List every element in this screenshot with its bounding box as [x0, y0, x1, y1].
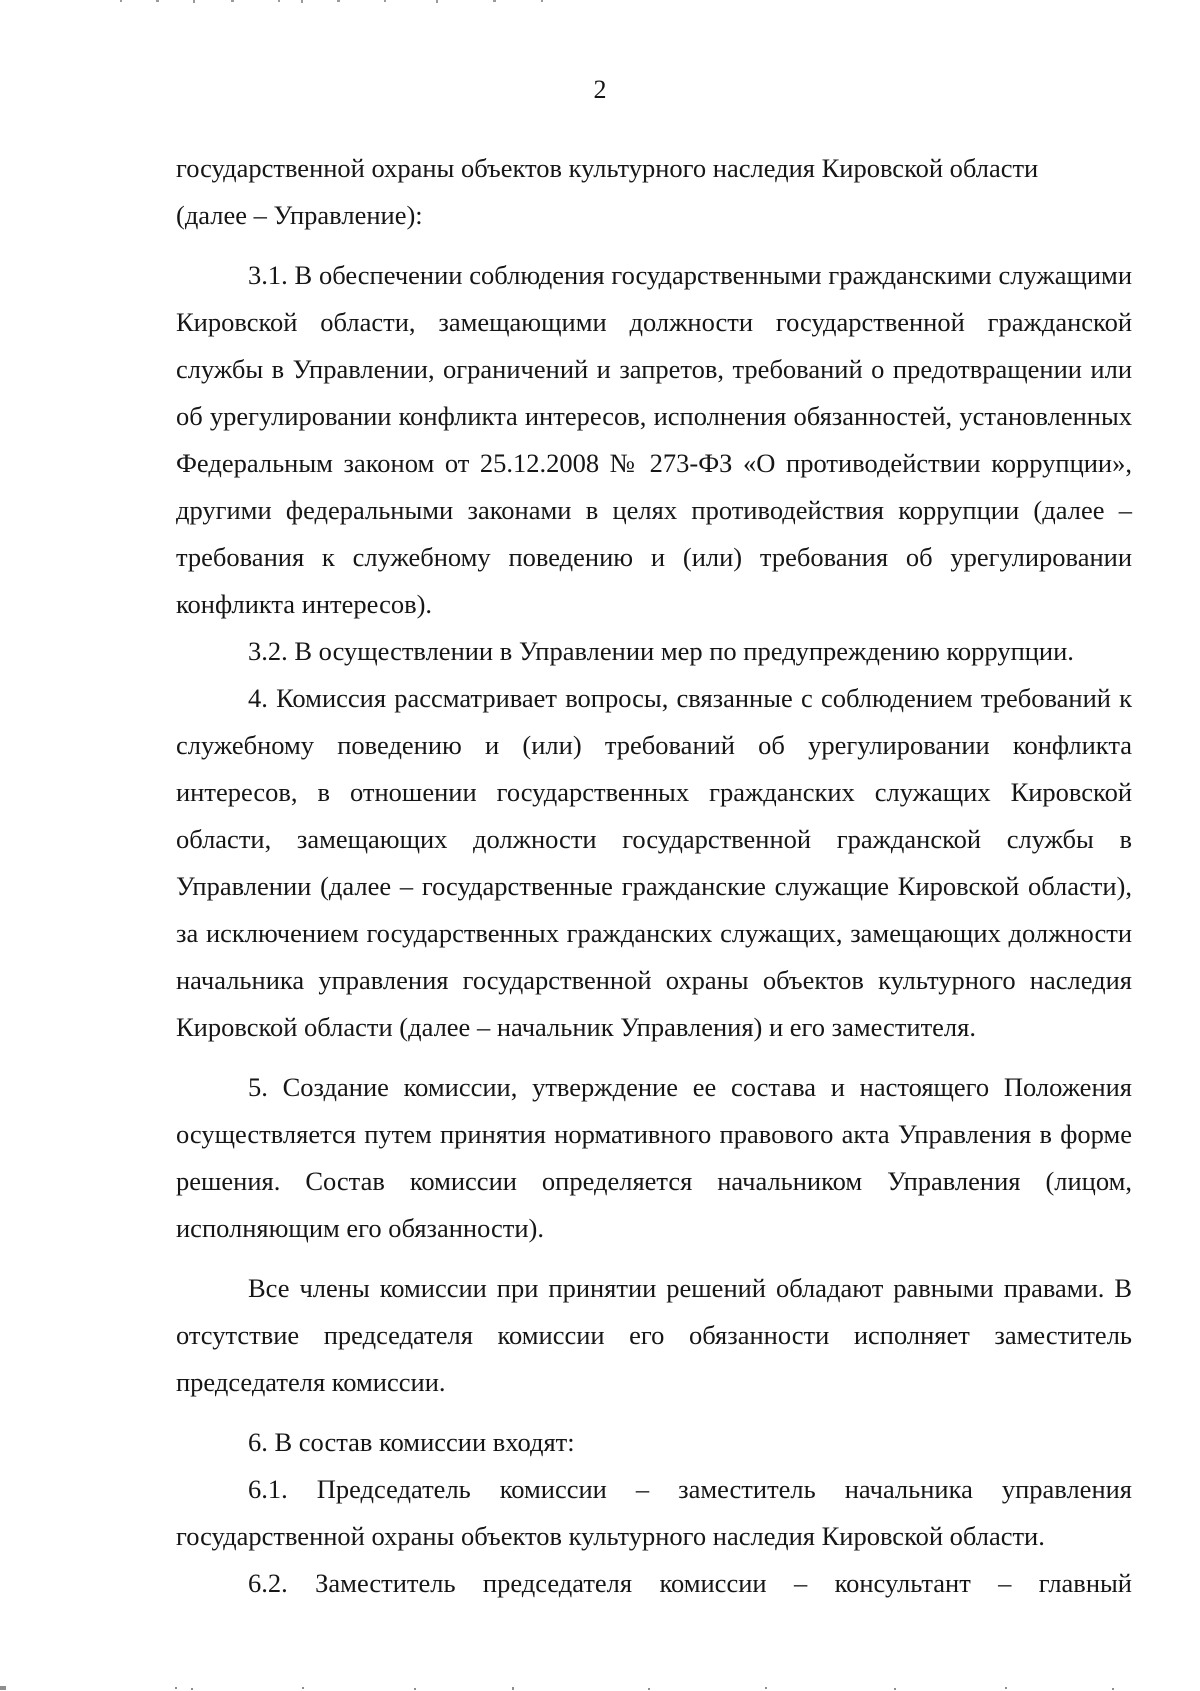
- paragraph-6-2: [176, 1560, 1132, 1607]
- text-line: государственной охраны объектов культурного наследия Кировской области: [176, 153, 1039, 183]
- paragraph-5-members: [176, 1265, 1132, 1406]
- page-number: 2: [593, 75, 607, 104]
- text-line: «О противодействии коррупции», другими федеральными законами в целях: [176, 448, 1132, 525]
- text-line: в форме решения. Состав комиссии определяется начальником Управления: [176, 1119, 1133, 1196]
- text-line: гражданской службы в Управлении, ограничений и запретов, требований: [176, 307, 1133, 384]
- paragraph-3-1: [176, 252, 1132, 628]
- text-line: (далее – Управление):: [176, 200, 423, 230]
- paragraph-intro-continuation: [176, 145, 1132, 239]
- text-line: осуществляется путем принятия нормативного правового акта Управления: [176, 1119, 1032, 1149]
- scan-edge-specks-top: [0, 0, 1200, 8]
- text-line: охраны объектов культурного наследия Кировской области (далее – начальник: [176, 965, 1132, 1042]
- text-line: заместитель председателя комиссии.: [176, 1320, 1133, 1397]
- text-line: Все члены комиссии при принятии решений обладают равными: [248, 1273, 994, 1303]
- text-line: службы в Управлении (далее – государственные гражданские служащие: [176, 824, 1132, 901]
- paragraph-6-1: [176, 1466, 1132, 1560]
- text-line: 4. Комиссия рассматривает вопросы, связанные с соблюдением: [248, 683, 973, 713]
- text-line: о предотвращении или об урегулировании конфликта интересов, исполнения: [176, 354, 1133, 431]
- paragraph-5: [176, 1064, 1132, 1252]
- scan-edge-specks-bottom: [0, 1683, 1200, 1691]
- text-line: 3.1. В обеспечении соблюдения государственными гражданскими: [248, 260, 992, 290]
- text-line: 3.2. В осуществлении в Управлении мер по предупреждению коррупции.: [248, 636, 1074, 666]
- text-line: Кировской области), за исключением государственных гражданских: [176, 871, 1133, 948]
- paragraph-6: [176, 1419, 1132, 1466]
- text-line: 5. Создание комиссии, утверждение ее состава и настоящего Положения: [248, 1072, 1132, 1102]
- text-line: 6.1. Председатель комиссии – заместитель начальника управления: [248, 1474, 1132, 1504]
- text-line: 6.2. Заместитель председателя комиссии – консультант – главный: [248, 1568, 1132, 1598]
- paragraph-3-2: [176, 628, 1132, 675]
- text-line: требований к служебному поведению и (или) требований об урегулировании: [176, 683, 1133, 760]
- text-line: конфликта интересов, в отношении государственных гражданских служащих: [176, 730, 1132, 807]
- text-line: служащих, замещающих должности начальника управления государственной: [176, 918, 1132, 995]
- text-line: противодействия коррупции (далее – требования к служебному поведению: [176, 495, 1133, 572]
- document-body: [176, 145, 1132, 1607]
- text-line: и (или) требования об урегулировании конфликта интересов).: [176, 542, 1132, 619]
- text-line: государственной охраны объектов культурного наследия Кировской области.: [176, 1521, 1045, 1551]
- text-line: Управления) и его заместителя.: [620, 1012, 976, 1042]
- text-line: (лицом, исполняющим его обязанности).: [176, 1166, 1132, 1243]
- text-line: 6. В состав комиссии входят:: [248, 1427, 575, 1457]
- text-line: правами. В отсутствие председателя комиссии его обязанности исполняет: [176, 1273, 1133, 1350]
- text-line: служащими Кировской области, замещающими должности государственной: [176, 260, 1133, 337]
- text-line: обязанностей, установленных Федеральным законом от 25.12.2008 № 273-ФЗ: [176, 401, 1133, 478]
- paragraph-4: [176, 675, 1132, 1051]
- text-line: Кировской области, замещающих должности государственной гражданской: [176, 777, 1133, 854]
